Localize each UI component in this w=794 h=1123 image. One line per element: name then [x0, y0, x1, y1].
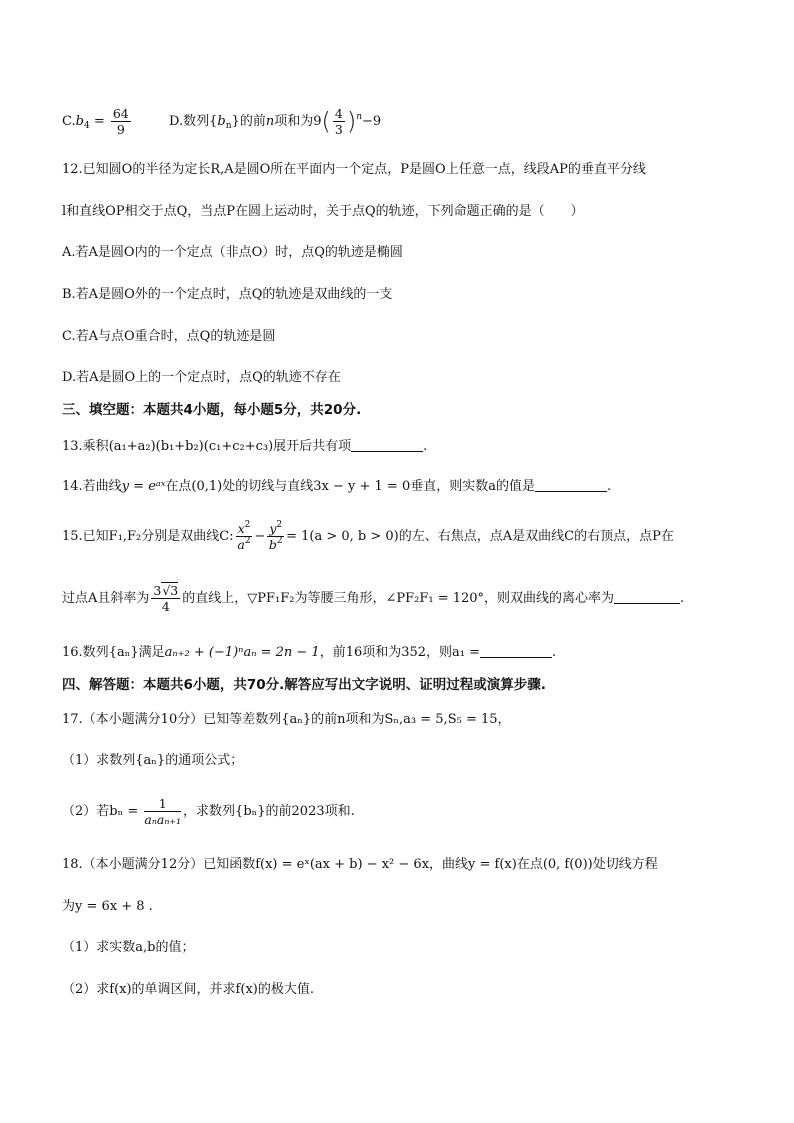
q16-relation: aₙ₊₂ + (−1)ⁿaₙ = 2n − 1	[164, 645, 320, 660]
q16-line	[62, 643, 556, 663]
q11-option-c-den: 9	[116, 122, 125, 137]
q11-options-line: $C.b_4$ = $\frac{64}{9}$ D.数列$\{b_n\}$的前n项和为9( $\frac{4}{3}$ )$^n$−9	[62, 106, 382, 137]
q15-slope-fraction: $\frac{3√3}{4}$	[153, 583, 179, 614]
q12-line1: 12.已知圆O的半径为定长R,A是圆O所在平面内一个定点，P是圆O上任意一点，线段AP的垂直平分线	[62, 162, 646, 177]
section4-heading: 四、解答题：本题共6小题，共70分.解答应写出文字说明、证明过程或演算步骤.	[62, 677, 546, 693]
q11-option-d-coef: 9	[313, 114, 322, 129]
q15-line2-mid: 的直线上，▽PF₁F₂为等腰三角形，∠PF₂F₁ = 120°，则双曲线的离心率为	[182, 591, 615, 606]
q11-option-d-tail: −9	[362, 114, 382, 129]
q15-prefix: 15.已知F₁,F₂分别是双曲线C:	[62, 529, 234, 544]
q17-part2	[62, 793, 355, 831]
q11-option-d-den: 3	[334, 122, 343, 137]
q13-expr: (a₁+a₂)(b₁+b₂)(c₁+c₂+c₃)	[108, 439, 274, 454]
q17-part2-prefix: （2）若bₙ =	[62, 804, 139, 819]
q15-condition: = 1(a > 0, b > 0)	[286, 529, 399, 544]
q11-option-d-label: D.数列	[169, 114, 210, 129]
q15-line2-prefix: 过点A且斜率为	[62, 591, 150, 606]
q11-option-c-label: C.	[62, 114, 76, 129]
q14-answer-blank[interactable]	[535, 477, 607, 492]
q12-option-c: C.若A与点O重合时，点Q的轨迹是圆	[62, 329, 276, 344]
q11-option-d-fraction	[333, 106, 345, 137]
q11-option-d-num: 4	[334, 106, 343, 121]
q15-end: .	[680, 591, 685, 606]
q18-part2: （2）求f(x)的单调区间，并求f(x)的极大值.	[62, 982, 314, 997]
q13-end: .	[423, 439, 428, 454]
q11-option-d-mid2: 项和为	[274, 114, 314, 129]
q16-mid: 满足	[138, 645, 165, 660]
q18-line2: 为y = 6x + 8 .	[62, 899, 153, 914]
q17-part2-suffix: ，求数列{bₙ}的前2023项和.	[183, 804, 355, 819]
q12-option-b: B.若A是圆O外的一个定点时，点Q的轨迹是双曲线的一支	[62, 287, 393, 302]
q18-part1: （1）求实数a,b的值；	[62, 940, 195, 955]
q16-answer-blank[interactable]	[480, 643, 552, 658]
q15-frac-x: $\frac{x^2}{a^2}$	[237, 520, 251, 552]
q14-suffix: 垂直，则实数a的值是	[410, 479, 535, 494]
q15-answer-blank[interactable]	[614, 589, 680, 604]
section3-heading: 三、填空题：本题共4小题，每小题5分，共20分.	[62, 402, 362, 418]
q14-line	[62, 477, 611, 497]
q13-answer-blank[interactable]	[351, 437, 423, 452]
q16-seq: {aₙ}	[108, 645, 139, 660]
q14-mid: 在点	[165, 479, 192, 494]
q15-line2	[62, 580, 684, 618]
q14-prefix: 14.若曲线	[62, 479, 122, 494]
q16-prefix: 16.数列	[62, 645, 109, 660]
q17-fraction	[144, 796, 181, 827]
q11-option-c-fraction	[111, 106, 131, 137]
q14-curve: y = eᵃˣ	[121, 479, 166, 494]
q18-line1: 18.（本小题满分12分）已知函数f(x) = eˣ(ax + b) − x² − 6x，曲线y = f(x)在点(0, f(0))处切线方程	[62, 857, 658, 872]
q16-end: .	[552, 645, 557, 660]
q12-option-a: A.若A是圆O内的一个定点（非点O）时，点Q的轨迹是椭圆	[62, 245, 403, 260]
q14-line-eq: 3x − y + 1 = 0	[313, 479, 411, 494]
q15-line1: 15.已知F₁,F₂分别是双曲线C: $\frac{x^2}{a^2}$ − $\frac{y^2}{b^2}$ = 1(a > 0, b > 0)的左、右焦点，点A是双曲线C的右顶点，点P在	[62, 520, 674, 552]
q17-frac-den: aₙaₙ₊₁	[144, 812, 182, 827]
q15-slope-den: 4	[161, 599, 170, 614]
q12-line2: l和直线OP相交于点Q，当点P在圆上运动时，关于点Q的轨迹，下列命题正确的是（ ）	[62, 204, 584, 219]
q13-line	[62, 437, 427, 457]
q15-frac-y: $\frac{y^2}{b^2}$	[268, 520, 283, 552]
q14-mid2: 处的切线与直线	[222, 479, 314, 494]
q11-option-d-mid: 的前	[239, 114, 266, 129]
q14-end: .	[606, 479, 612, 494]
q17-frac-num: 1	[144, 796, 181, 812]
q17-line1: 17.（本小题满分10分）已知等差数列{aₙ}的前n项和为Sₙ,a₃ = 5,S₅ = 15，	[62, 712, 511, 727]
q13-prefix: 13.乘积	[62, 439, 109, 454]
q13-suffix: 展开后共有项	[273, 439, 352, 454]
q12-option-d: D.若A是圆O上的一个定点时，点Q的轨迹不存在	[62, 370, 341, 385]
q17-part1: （1）求数列{aₙ}的通项公式；	[62, 753, 244, 768]
q15-suffix: 的左、右焦点，点A是双曲线C的右顶点，点P在	[398, 529, 674, 544]
q16-suffix: ，前16项和为352，则a₁ =	[319, 645, 481, 660]
q11-option-c-num: 64	[112, 106, 129, 121]
q14-point: (0,1)	[191, 479, 223, 494]
